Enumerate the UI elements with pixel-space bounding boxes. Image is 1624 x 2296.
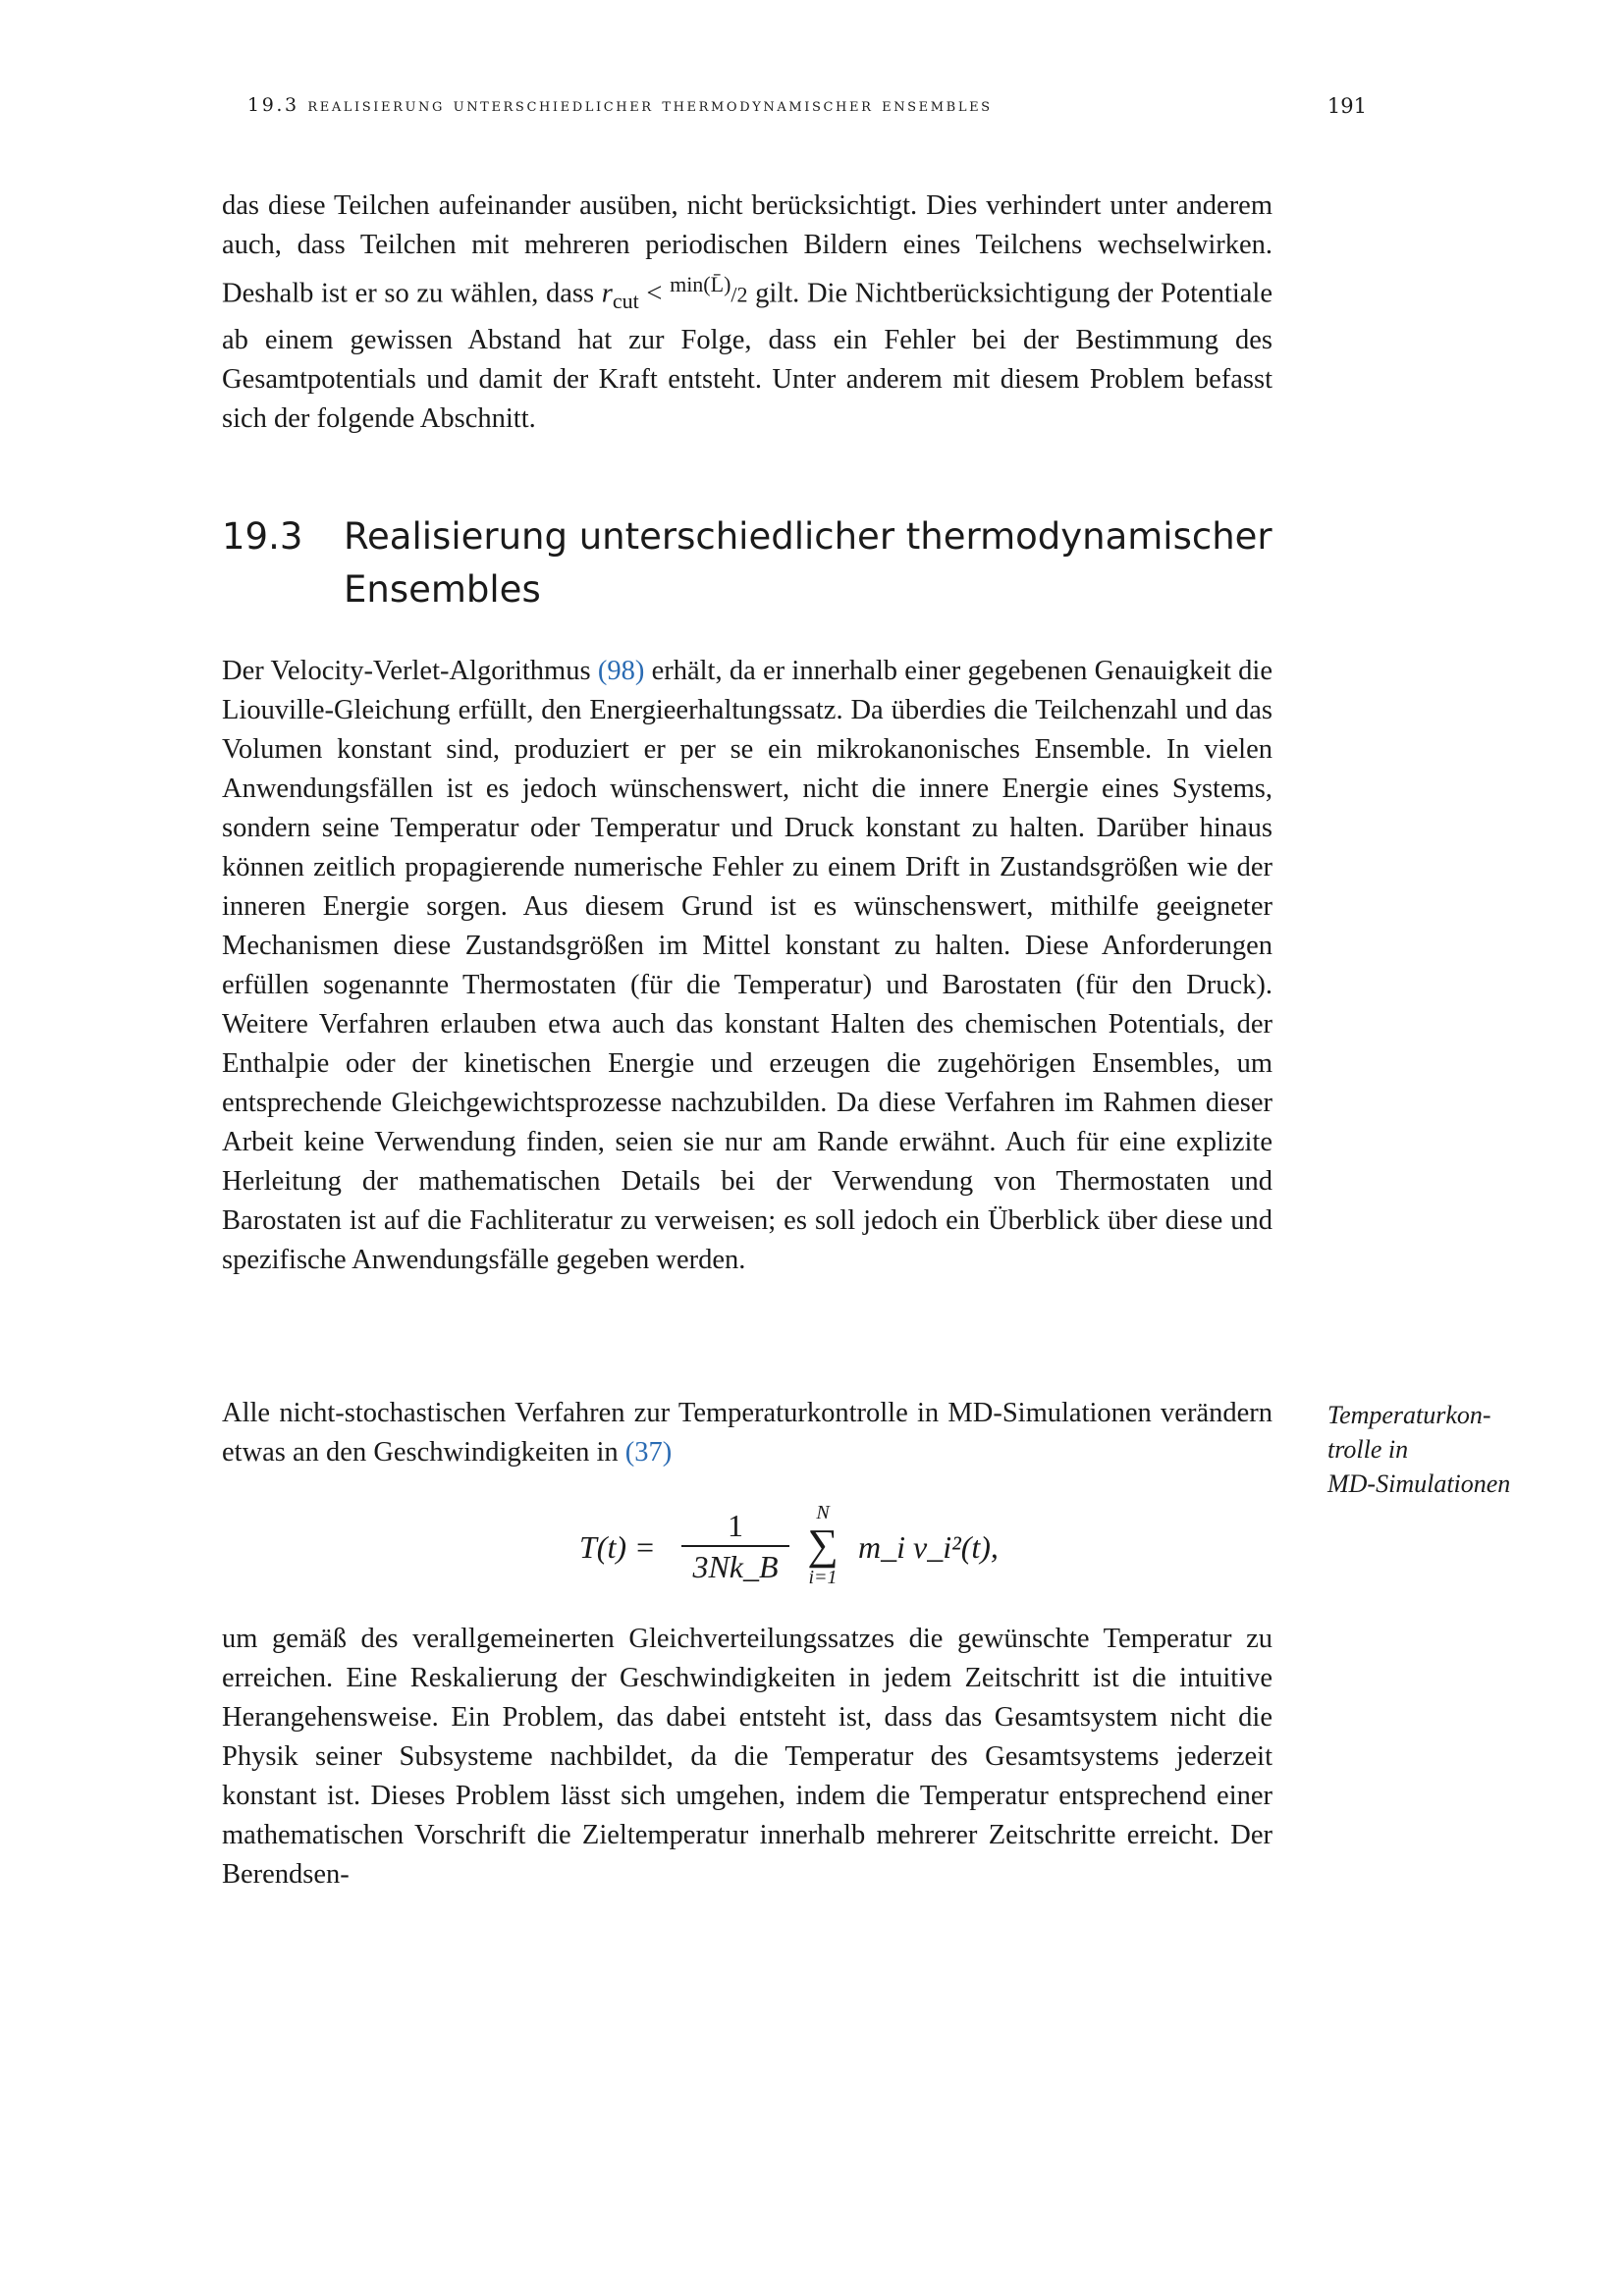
paragraph-4: um gemäß des verallgemeinerten Gleichverteilungssatzes die gewünschte Temperatur zu erreichen. Eine Reskalierung der Geschwindigkeiten in jedem Zeitschritt ist die intuitive Herangehensweise. Ein Problem, das dabei entsteht ist, dass das Gesamtsystem nicht die Physik seiner Subsysteme nachbildet, da die Temperatur des Gesamtsystems jederzeit konstant ist. Dieses Problem lässt sich umgehen, indem die Temperatur entsprechend einer mathematischen Vorschrift die Zieltemperatur innerhalb mehrerer Zeitschritte erreicht. Der Berendsen- [222, 1624, 1272, 1890]
margin-note-line-2: trolle in [1327, 1435, 1409, 1464]
fraction-numerator: 1 [728, 1508, 743, 1543]
r-symbol: r [601, 278, 613, 309]
paragraph-1 [222, 187, 1272, 439]
sum-upper-limit: N [816, 1502, 830, 1523]
equation-fraction [681, 1508, 789, 1584]
equation-rhs: m_i v_i²(t), [858, 1529, 999, 1565]
equation-ref-37[interactable]: (37) [624, 1437, 673, 1468]
section-number: 19.3 [222, 515, 303, 558]
fraction-denominator: 3Nk_B [692, 1549, 779, 1584]
margin-note [1327, 1398, 1553, 1501]
running-header [222, 94, 1367, 130]
inequality: < [638, 278, 671, 309]
paragraph-3 [222, 1394, 1272, 1472]
paragraph-2-text-a: Der Velocity-Verlet-Algorithmus [222, 656, 598, 686]
equation-ref-98[interactable]: (98) [597, 656, 645, 686]
r-subscript: cut [612, 289, 639, 314]
paragraph-1-text-a: das diese Teilchen aufeinander ausüben, nicht berücksichtigt. Dies verhindert unter anderem auch, dass Teilchen mit mehreren periodischen Bildern eines Teilchens wechselwirken. Deshalb ist er so zu wählen, dass [222, 190, 1272, 309]
temperature-equation [579, 1502, 1051, 1600]
fraction-bar [681, 1545, 789, 1547]
sum-symbol: ∑ [807, 1521, 839, 1569]
margin-note-line-1: Temperaturkon- [1327, 1401, 1491, 1429]
section-title: Realisierung unterschiedlicher thermodynamischer Ensembles [344, 515, 1272, 611]
margin-note-line-3: MD-Simulationen [1327, 1469, 1511, 1498]
summation [795, 1502, 850, 1588]
min-expression: min(L̄) [670, 272, 731, 296]
paragraph-1-text-b: gilt. Die Nichtberücksichtigung der Potentiale ab einem gewissen Abstand hat zur Folge, dass ein Fehler bei der Bestimmung des Gesamtpotentials und damit der Kraft entsteht. Unter anderem mit diesem Problem befasst sich der folgende Abschnitt. [222, 278, 1272, 435]
div-two: /2 [731, 282, 748, 307]
paragraph-3-text-a: Alle nicht-stochastischen Verfahren zur Temperaturkontrolle in MD-Simulationen verändern etwas an den Geschwindigkeiten in [222, 1398, 1272, 1468]
running-title: 19.3 realisierung unterschiedlicher thermodynamischer ensembles [247, 94, 993, 116]
page-number: 191 [1326, 94, 1367, 118]
paragraph-2 [222, 652, 1272, 1280]
paragraph-2-text-b: erhält, da er innerhalb einer gegebenen Genauigkeit die Liouville-Gleichung erfüllt, den Energieerhaltungssatz. Da überdies die Teilchenzahl und das Volumen konstant sind, produziert er per se ein mikrokanonisches Ensemble. In vielen Anwendungsfällen ist es jedoch wünschenswert, nicht die innere Energie eines Systems, sondern seine Temperatur oder Temperatur und Druck konstant zu halten. Darüber hinaus können zeitlich propagierende numerische Fehler zu einem Drift in Zustandsgrößen wie der inneren Energie sorgen. Aus diesem Grund ist es wünschenswert, mithilfe geeigneter Mechanismen diese Zustandsgrößen im Mittel konstant zu halten. Diese Anforderungen erfüllen sogenannte Thermostaten (für die Temperatur) und Barostaten (für den Druck). Weitere Verfahren erlauben etwa auch das konstant Halten des chemischen Potentials, der Enthalpie oder der kinetischen Energie und erzeugen die zugehörigen Ensembles, um entsprechende Gleichgewichtsprozesse nachzubilden. Da diese Verfahren im Rahmen dieser Arbeit keine Verwendung finden, seien sie nur am Rande erwähnt. Auch für eine explizite Herleitung der mathematischen Details bei der Verwendung von Thermostaten und Barostaten ist auf die Fachliteratur zu verweisen; es soll jedoch ein Überblick über diese und spezifische Anwendungsfälle gegeben werden. [222, 656, 1272, 1275]
equation-lhs: T(t) = [579, 1529, 656, 1565]
sum-lower-limit: i=1 [808, 1567, 838, 1588]
